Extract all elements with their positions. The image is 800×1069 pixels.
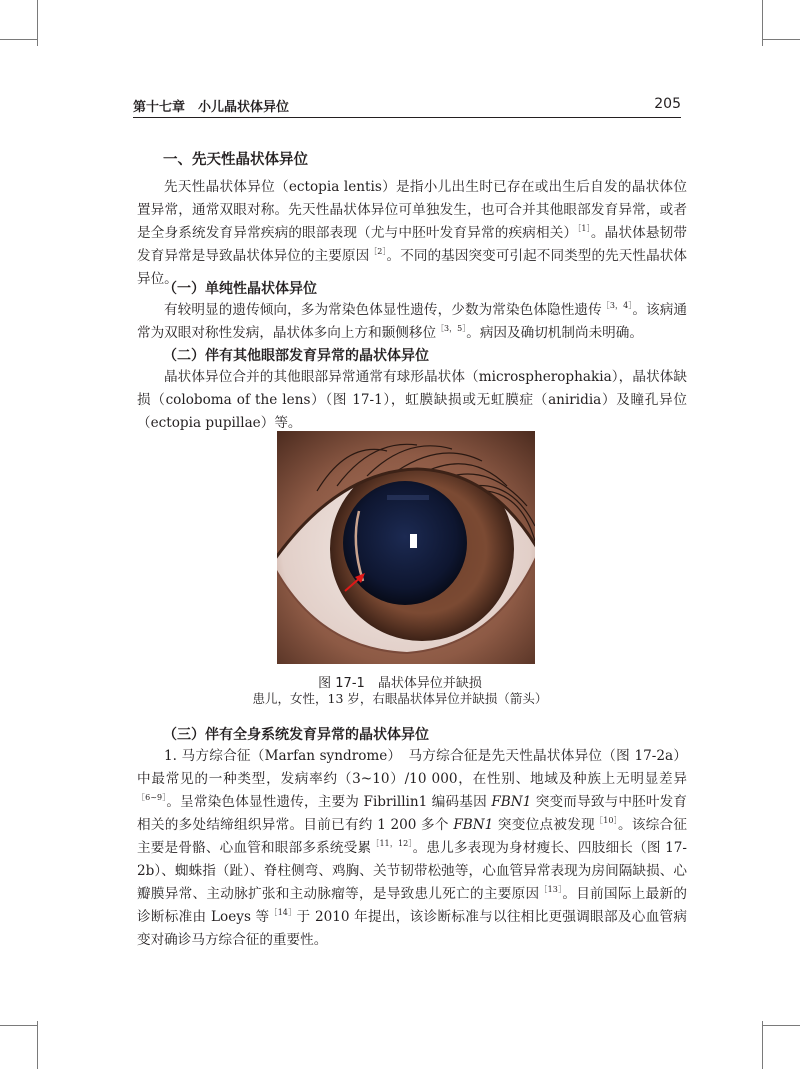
eye-photograph [277,431,535,664]
citation: ［10］ [594,816,618,825]
figure-title-text: 晶状体异位并缺损 [377,676,482,691]
crop-mark-tr-v [762,0,763,46]
crop-mark-tr-h [763,39,800,40]
subsection-heading-isolated: （一）单纯性晶状体异位 [163,281,317,297]
eye-photo-icon [277,431,535,664]
light-reflex [410,534,417,548]
chapter-title: 第十七章 小儿晶状体异位 [133,100,290,115]
page-number: 205 [654,96,681,112]
subsection-paragraph-isolated: 有较明显的遗传倾向，多为常染色体显性遗传，少数为常染色体隐性遗传$^{[3,4]}$。该病通常为双眼对称性发病，晶状体多向上方和颞侧移位$^{[3,5]}$。病因及确切机制尚未明确。 [137,301,687,341]
reflection [387,495,429,500]
section-heading: 一、先天性晶状体异位 [163,152,308,168]
figure-number: 图 17-1 [318,676,365,691]
crop-mark-bl-v [37,1021,38,1069]
citation: ［13］ [539,885,563,894]
subsection-paragraph-marfan: 1. 马方综合征（Marfan syndrome） 马方综合征是先天性晶状体异位（图 17-2a）中最常见的一种类型，发病率约（3~10）/10 000，在性别、地域及种族上无明显差异$^{[6\sim 9]}$。呈常染色体显性遗传，主要为 Fibrillin1 编码基因 FBN1 突变而导致与中胚叶发育相关的多处结缔组织异常。目前已有约 1 200 多个 FBN1 突变位点被发现$^{[10]}$。该综合征主要是骨骼、心血管和眼部多系统受累$^{[11,12]}$。患儿多表现为身材瘦长、四肢细长（图 17-2b）、蜘蛛指（趾）、脊柱侧弯、鸡胸、关节韧带松弛等，心血管异常表现为房间隔缺损、心瓣膜异常、主动脉扩张和主动脉瘤等，是导致患儿死亡的主要原因$^{[13]}$。目前国际上最新的诊断标准由 Loeys 等$^{[14]}$于 2010 年提出，该诊断标准与以往相比更强调眼部及心血管病变对确诊马方综合征的重要性。 [137,748,688,948]
citation: ［3，5］ [436,324,467,333]
citation: ［11，12］ [371,839,413,848]
subsection-paragraph-ocular: 晶状体异位合并的其他眼部异常通常有球形晶状体（microspherophakia），晶状体缺损（coloboma of the lens）（图 17-1），虹膜缺损或无虹膜症（aniridia）及瞳孔异位（ectopia pupillae）等。 [137,369,687,431]
crop-mark-br-v [762,1021,763,1069]
citation: ［14］ [269,908,297,917]
gene-name: FBN1 [491,794,532,810]
header-rule [133,117,681,118]
citation: ［2］ [369,247,387,256]
crop-mark-br-h [763,1025,800,1026]
subsection-heading-ocular: （二）伴有其他眼部发育异常的晶状体异位 [163,348,429,364]
section-intro-paragraph: 先天性晶状体异位（ectopia lentis）是指小儿出生时已存在或出生后自发的晶状体位置异常，通常双眼对称。先天性晶状体异位可单独发生，也可合并其他眼部发育异常，或者是全身系统发育异常疾病的眼部表现（尤与中胚叶发育异常的疾病相关）$^{[1]}$。晶状体悬韧带发育异常是导致晶状体异位的主要原因$^{[2]}$。不同的基因突变可引起不同类型的先天性晶状体异位。 [137,179,688,287]
crop-mark-tl-v [37,0,38,46]
subsection-heading-systemic: （三）伴有全身系统发育异常的晶状体异位 [163,727,429,743]
crop-mark-tl-h [0,39,37,40]
citation: ［6~9］ [137,793,167,802]
citation: ［1］ [577,224,591,233]
gene-name: FBN1 [453,817,494,833]
running-header [133,96,681,118]
citation: ［3，4］ [601,301,633,310]
crop-mark-bl-h [0,1025,37,1026]
figure-caption: 患儿，女性，13 岁，右眼晶状体异位并缺损（箭头） [252,691,548,706]
